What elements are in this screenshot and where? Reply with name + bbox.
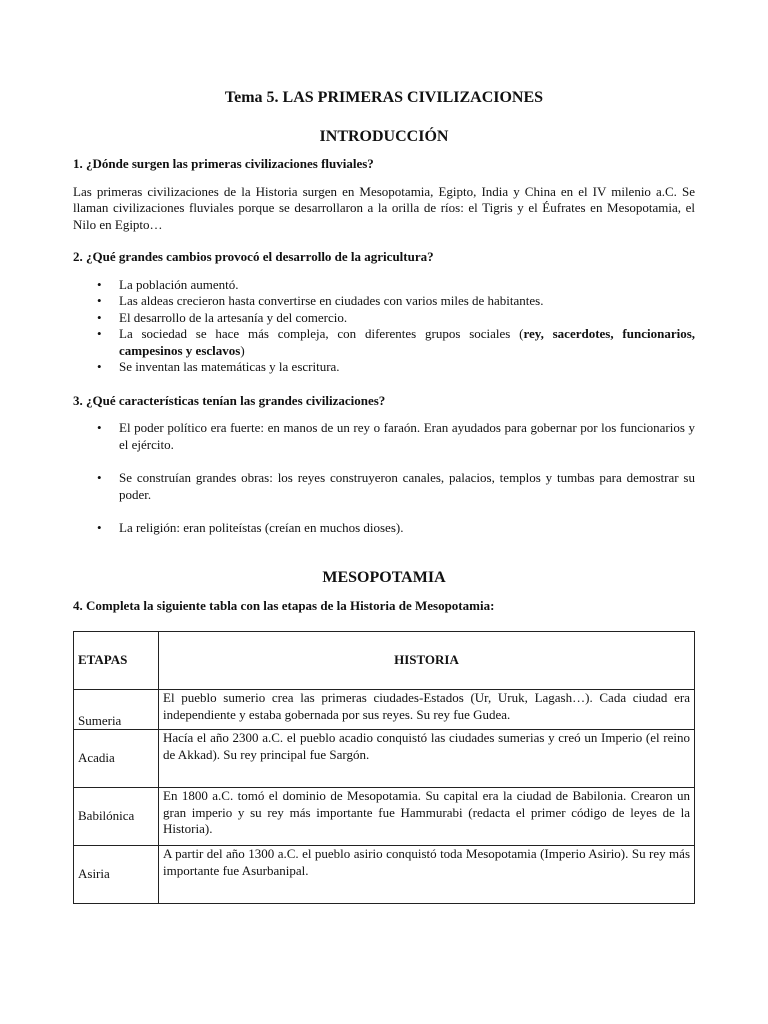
stage-history: El pueblo sumerio crea las primeras ciudades-Estados (Ur, Uruk, Lagash…). Cada ciudad era independiente y estaba gobernada por sus reyes. Su rey fue Gudea. — [159, 690, 695, 730]
table-header-row — [74, 632, 695, 690]
bullet-icon: • — [97, 293, 102, 308]
stage-name: Acadia — [74, 730, 159, 788]
list-item: • Se inventan las matemáticas y la escritura. — [97, 359, 340, 374]
bullet-icon: • — [97, 470, 102, 485]
bullet-icon: • — [97, 520, 102, 535]
stage-name: Asiria — [74, 846, 159, 904]
answer-1: Las primeras civilizaciones de la Historia surgen en Mesopotamia, Egipto, India y China en el IV milenio a.C. Se llaman civilizaciones fluviales porque se desarrollaron a la orilla de ríos: el Tigris y el Éufrates en Mesopotamia, el Nilo en Egipto… — [73, 183, 695, 232]
list-item: • Se construían grandes obras: los reyes construyeron canales, palacios, templos y tumbas para demostrar su poder. — [97, 470, 695, 502]
list-item: • Las aldeas crecieron hasta convertirse en ciudades con varios miles de habitantes. — [97, 293, 544, 308]
stage-name: Babilónica — [74, 788, 159, 846]
bullet-icon: • — [97, 309, 102, 325]
list-item: • El desarrollo de la artesanía y del comercio. — [97, 309, 348, 325]
document-title: Tema 5. LAS PRIMERAS CIVILIZACIONES — [224, 89, 544, 106]
intro-heading: INTRODUCCIÓN — [319, 128, 449, 145]
question-4: 4. Completa la siguiente tabla con las etapas de la Historia de Mesopotamia: — [73, 597, 495, 613]
bullet-icon: • — [97, 359, 102, 374]
list-item: • El poder político era fuerte: en manos de un rey o faraón. Eran ayudados para gobernar por los funcionarios y el ejército. — [97, 420, 695, 452]
table-row — [74, 730, 695, 788]
bullet-icon: • — [97, 276, 102, 292]
header-historia: HISTORIA — [159, 632, 695, 690]
document-content — [73, 88, 695, 904]
list-item: • La sociedad se hace más compleja, con diferentes grupos sociales (rey, sacerdotes, funcionarios, campesinos y esclavos) — [97, 326, 696, 358]
header-etapas: ETAPAS — [74, 632, 159, 690]
bullet-icon: • — [97, 326, 102, 341]
table-row — [74, 690, 695, 730]
bullet-icon: • — [97, 420, 102, 435]
agriculture-changes-list — [73, 277, 695, 376]
stage-history: Hacía el año 2300 a.C. el pueblo acadio conquistó las ciudades sumerias y creó un Imperio (el reino de Akkad). Su rey principal fue Sargón. — [159, 730, 695, 788]
stage-history: En 1800 a.C. tomó el dominio de Mesopotamia. Su capital era la ciudad de Babilonia. Crearon un gran imperio y su rey más importante fue Hammurabi (redacta el primer código de leyes de la Historia). — [159, 788, 695, 846]
list-item: • La religión: eran politeístas (creían en muchos dioses). — [97, 520, 404, 535]
social-groups: rey, sacerdotes, funcionarios, campesinos y esclavos — [119, 326, 696, 358]
table-row — [74, 846, 695, 904]
mesopotamia-heading: MESOPOTAMIA — [322, 568, 446, 586]
table-row — [74, 788, 695, 846]
list-item: • La población aumentó. — [97, 276, 239, 292]
stage-history: A partir del año 1300 a.C. el pueblo asirio conquistó toda Mesopotamia (Imperio Asirio). Su rey más importante fue Asurbanipal. — [159, 846, 695, 904]
question-3: 3. ¿Qué características tenían las grandes civilizaciones? — [73, 392, 386, 408]
stage-name: Sumeria — [74, 690, 159, 730]
question-1: 1. ¿Dónde surgen las primeras civilizaciones fluviales? — [73, 156, 374, 171]
civilization-traits-list — [73, 420, 695, 537]
mesopotamia-stages-table — [73, 631, 695, 904]
question-2: 2. ¿Qué grandes cambios provocó el desarrollo de la agricultura? — [73, 249, 434, 264]
